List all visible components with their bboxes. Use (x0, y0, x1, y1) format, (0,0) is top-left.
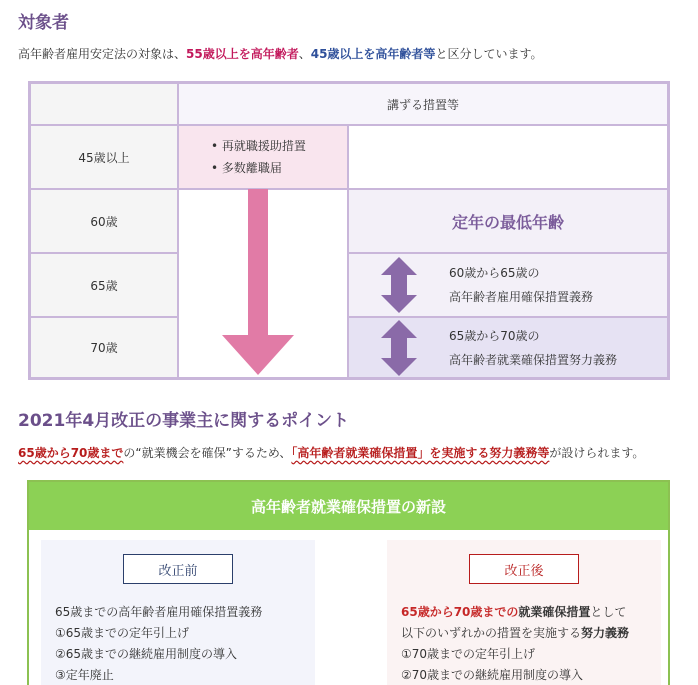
after-line (401, 602, 629, 623)
after-bold2: 努力義務 (581, 626, 630, 640)
after-tag: 改正後 (469, 554, 579, 584)
reemployment-measures (178, 125, 348, 189)
retirement-age-text: 定年の最低年齢 (451, 212, 564, 232)
after-line: ②70歳までの継続雇用制度の導入 (401, 668, 584, 682)
after-panel (387, 540, 661, 685)
section-title-revision: 2021年4月改正の事業主に関するポイント (18, 411, 350, 431)
double-arrow-icon (377, 320, 421, 376)
box-title: 高年齢者就業確保措置の新設 (29, 482, 668, 530)
section-title-target: 対象者 (18, 13, 69, 33)
before-line: ①65歳までの定年引上げ (55, 626, 190, 640)
row-label-60: 60歳 (30, 189, 178, 253)
double-arrow-icon (377, 257, 421, 313)
down-arrow-icon (222, 189, 294, 377)
intro-mid: 、 (298, 47, 311, 61)
revision-summary (18, 444, 644, 461)
new-measures-box (27, 480, 670, 685)
after-post: として (590, 605, 627, 619)
effort-obligation-cell (348, 317, 668, 378)
employment-obligation-cell (348, 253, 668, 317)
after-red: 65歳から70歳までの (401, 605, 519, 619)
intro-red: 55歳以上を高年齢者 (186, 47, 299, 61)
summary-red1: 65歳から70歳まで (18, 446, 124, 460)
summary-b: が設けられます。 (549, 446, 645, 460)
measure-item: • 多数離職届 (211, 161, 282, 175)
after-pre: 以下のいずれかの措置を実施する (401, 626, 582, 640)
before-tag: 改正前 (123, 554, 233, 584)
effort-line: 高年齢者就業確保措置努力義務 (449, 352, 618, 367)
summary-red2: 「高年齢者就業確保措置」を実施する努力義務等 (291, 446, 550, 460)
intro-post: と区分しています。 (435, 47, 543, 61)
after-line (401, 623, 629, 644)
intro-pre: 高年齢者雇用安定法の対象は、 (18, 47, 187, 61)
before-line: ②65歳までの継続雇用制度の導入 (55, 647, 238, 661)
table-header: 講ずる措置等 (178, 83, 668, 125)
after-bold: 就業確保措置 (518, 605, 591, 619)
after-list (401, 602, 629, 685)
intro-text (18, 45, 542, 62)
row-label-45: 45歳以上 (30, 125, 178, 189)
summary-a: の“就業機会を確保”するため、 (123, 446, 292, 460)
before-line: 65歳までの高年齢者雇用確保措置義務 (55, 605, 263, 619)
measures-table (28, 81, 670, 380)
retirement-age-cell (348, 189, 668, 253)
obligation-line: 60歳から65歳の (449, 266, 540, 280)
before-list (55, 602, 262, 685)
before-panel (41, 540, 315, 685)
intro-blue: 45歳以上を高年齢者等 (310, 47, 436, 61)
empty-cell (348, 125, 668, 189)
table-corner (30, 83, 178, 125)
row-label-65: 65歳 (30, 253, 178, 317)
row-label-70: 70歳 (30, 317, 178, 378)
effort-line: 65歳から70歳の (449, 328, 540, 343)
before-line: ③定年廃止 (55, 668, 114, 682)
measure-item: • 再就職援助措置 (211, 139, 306, 153)
obligation-line: 高年齢者雇用確保措置義務 (449, 290, 594, 304)
after-line: ①70歳までの定年引上げ (401, 647, 536, 661)
